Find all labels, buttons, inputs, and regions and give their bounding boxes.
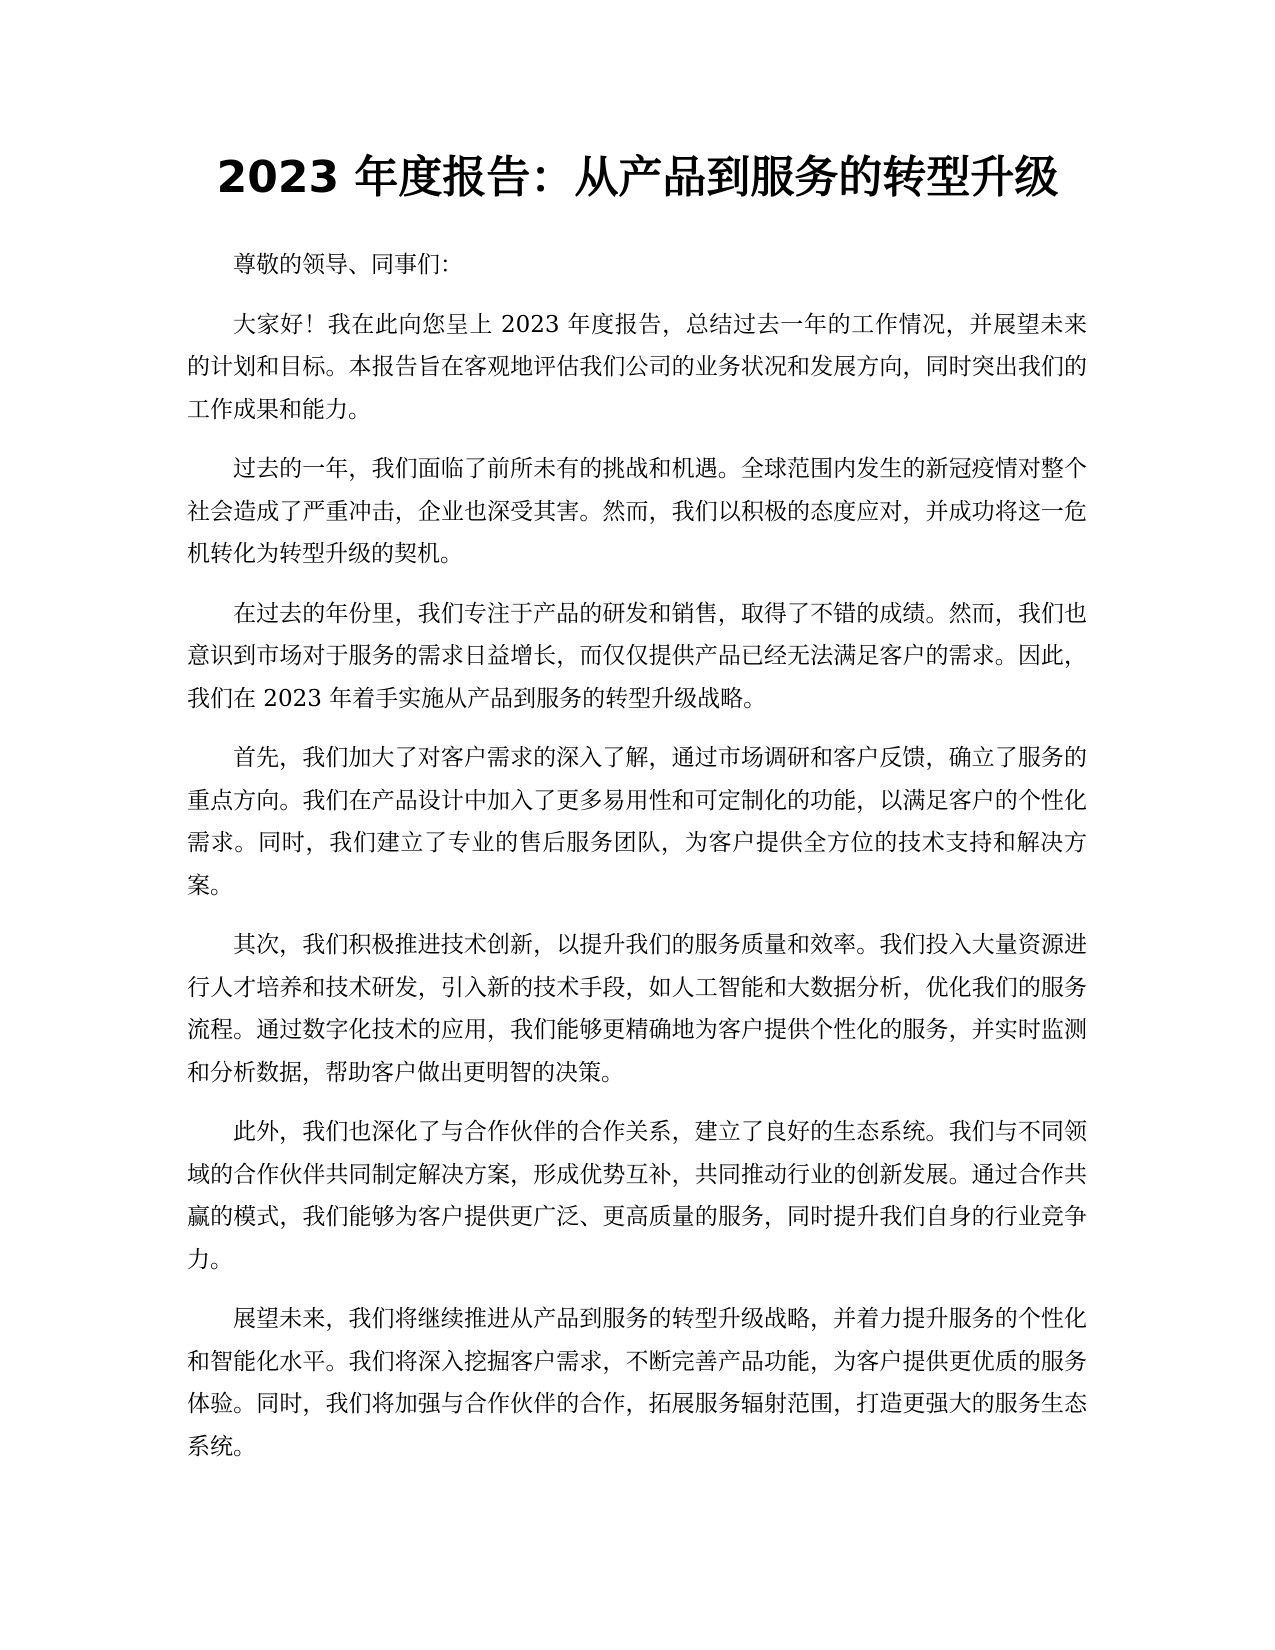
paragraph-strategy: 在过去的年份里，我们专注于产品的研发和销售，取得了不错的成绩。然而，我们也意识到市场对于服务的需求日益增长，而仅仅提供产品已经无法满足客户的需求。因此，我们在 2023 年着手实施从产品到服务的转型升级战略。 [187,600,1087,712]
paragraph-introduction: 大家好！我在此向您呈上 2023 年度报告，总结过去一年的工作情况，并展望未来的计划和目标。本报告旨在客观地评估我们公司的业务状况和发展方向，同时突出我们的工作成果和能力。 [187,311,1087,423]
paragraph-customer-needs: 首先，我们加大了对客户需求的深入了解，通过市场调研和客户反馈，确立了服务的重点方向。我们在产品设计中加入了更多易用性和可定制化的功能，以满足客户的个性化需求。同时，我们建立了专业的售后服务团队，为客户提供全方位的技术支持和解决方案。 [187,745,1087,899]
paragraph-challenges: 过去的一年，我们面临了前所未有的挑战和机遇。全球范围内发生的新冠疫情对整个社会造成了严重冲击，企业也深受其害。然而，我们以积极的态度应对，并成功将这一危机转化为转型升级的契机。 [187,456,1087,567]
document-title: 2023 年度报告：从产品到服务的转型升级 [216,152,1059,203]
paragraph-technology: 其次，我们积极推进技术创新，以提升我们的服务质量和效率。我们投入大量资源进行人才培养和技术研发，引入新的技术手段，如人工智能和大数据分析，优化我们的服务流程。通过数字化技术的应用，我们能够更精确地为客户提供个性化的服务，并实时监测和分析数据，帮助客户做出更明智的决策。 [187,932,1087,1086]
paragraph-salutation: 尊敬的领导、同事们： [233,252,463,278]
document-body [187,244,1087,1485]
paragraph-partners: 此外，我们也深化了与合作伙伴的合作关系，建立了良好的生态系统。我们与不同领域的合作伙伴共同制定解决方案，形成优势互补，共同推动行业的创新发展。通过合作共赢的模式，我们能够为客户提供更广泛、更高质量的服务，同时提升我们自身的行业竞争力。 [187,1119,1087,1273]
paragraph-outlook: 展望未来，我们将继续推进从产品到服务的转型升级战略，并着力提升服务的个性化和智能化水平。我们将深入挖掘客户需求，不断完善产品功能，为客户提供更优质的服务体验。同时，我们将加强与合作伙伴的合作，拓展服务辐射范围，打造更强大的服务生态系统。 [187,1306,1087,1460]
